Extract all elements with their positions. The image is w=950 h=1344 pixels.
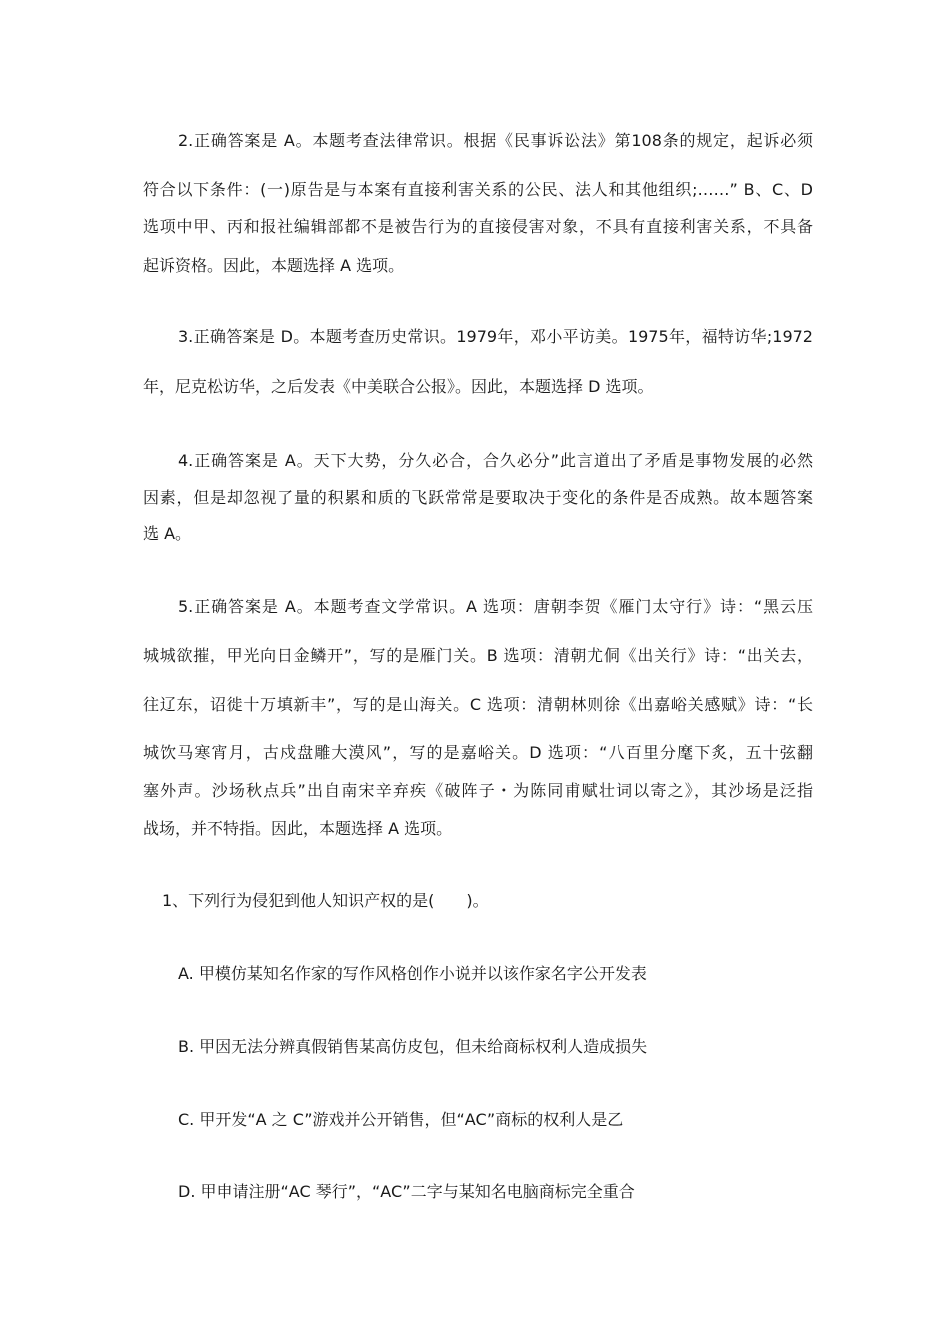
answer-5-line-3: 往辽东，诏徙十万填新丰”，写的是山海关。C 选项：清朝林则徐《出嘉峪关感赋》诗：“长: [143, 695, 813, 714]
answer-2-line-3: 选项中甲、丙和报社编辑部都不是被告行为的直接侵害对象，不具有直接利害关系，不具备: [143, 217, 813, 236]
answer-2-line-1: 2.正确答案是 A。本题考查法律常识。根据《民事诉讼法》第108条的规定，起诉必须: [178, 131, 813, 150]
answer-4-line-1: 4.正确答案是 A。天下大势，分久必合，合久必分”此言道出了矛盾是事物发展的必然: [178, 451, 813, 470]
answer-3-line-1: 3.正确答案是 D。本题考查历史常识。1979年，邓小平访美。1975年，福特访华;1972: [178, 327, 813, 346]
answer-5-line-5: 塞外声。沙场秋点兵”出自南宋辛弃疾《破阵子・为陈同甫赋壮词以寄之》，其沙场是泛指: [143, 781, 813, 800]
answer-4-line-3: 选 A。: [143, 524, 192, 543]
option-c: C. 甲开发“A 之 C”游戏并公开销售，但“AC”商标的权利人是乙: [178, 1110, 624, 1129]
answer-4-line-2: 因素，但是却忽视了量的积累和质的飞跃常常是要取决于变化的条件是否成熟。故本题答案: [143, 488, 813, 507]
answer-2-line-2: 符合以下条件：(一)原告是与本案有直接利害关系的公民、法人和其他组织;……” B、C、D: [143, 180, 813, 199]
answer-5-line-6: 战场，并不特指。因此，本题选择 A 选项。: [143, 819, 453, 838]
answer-5-line-4: 城饮马寒宵月，古戍盘雕大漠风”，写的是嘉峪关。D 选项：“八百里分麾下炙，五十弦翻: [143, 743, 813, 762]
answer-5-line-2: 城城欲摧，甲光向日金鳞开”，写的是雁门关。B 选项：清朝尤侗《出关行》诗：“出关去，: [143, 646, 813, 665]
answer-3-line-2: 年，尼克松访华，之后发表《中美联合公报》。因此，本题选择 D 选项。: [143, 377, 654, 396]
option-d: D. 甲申请注册“AC 琴行”，“AC”二字与某知名电脑商标完全重合: [178, 1182, 635, 1201]
answer-2-line-4: 起诉资格。因此，本题选择 A 选项。: [143, 256, 405, 275]
answer-5-line-1: 5.正确答案是 A。本题考查文学常识。A 选项：唐朝李贺《雁门太守行》诗：“黑云压: [178, 597, 813, 616]
option-a: A. 甲模仿某知名作家的写作风格创作小说并以该作家名字公开发表: [178, 964, 647, 983]
option-b: B. 甲因无法分辨真假销售某高仿皮包，但未给商标权利人造成损失: [178, 1037, 648, 1056]
question-stem: 1、下列行为侵犯到他人知识产权的是( )。: [162, 891, 489, 910]
